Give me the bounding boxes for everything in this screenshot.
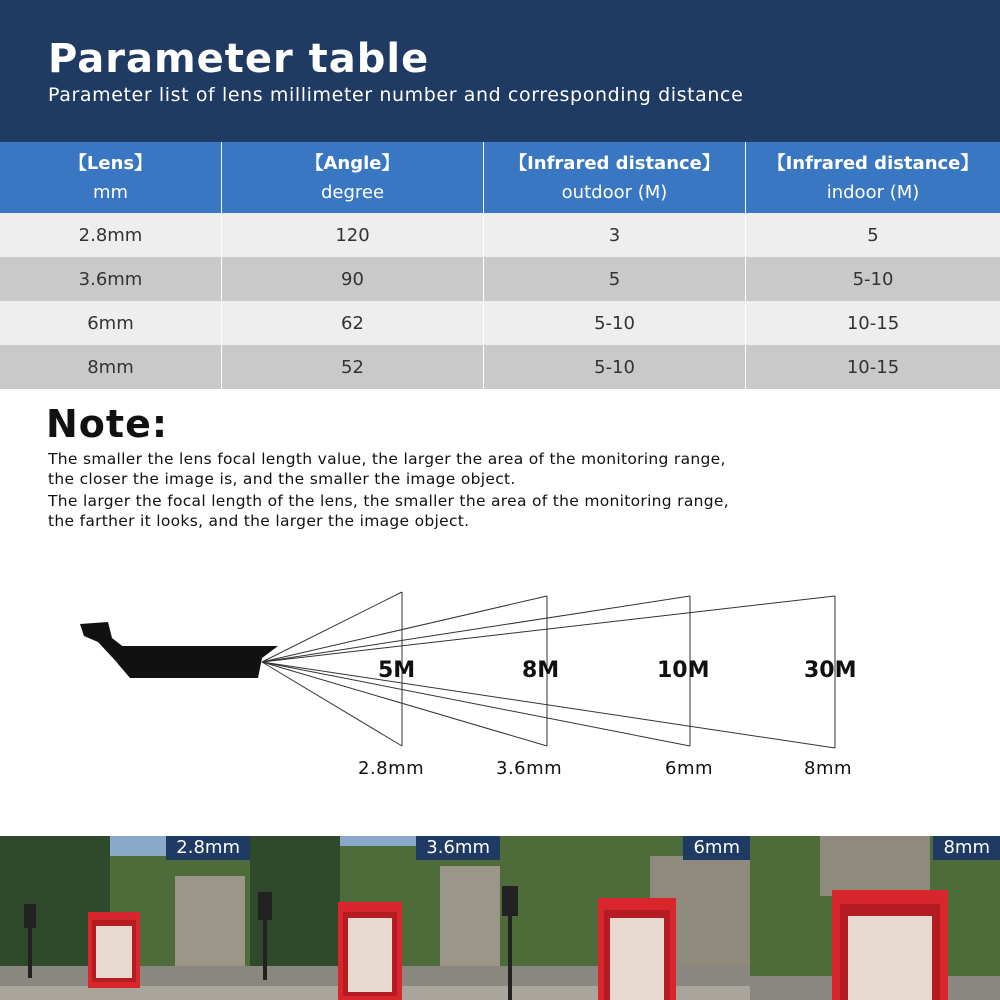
note-line: The larger the focal length of the lens, the smaller the area of the monitoring range, <box>48 492 729 510</box>
photo-3-6mm <box>250 836 500 1000</box>
header-cell-lens: 【Lens】 mm <box>0 142 222 213</box>
table-cell: 5 <box>484 257 746 301</box>
photo-6mm <box>500 836 750 1000</box>
table-cell: 8mm <box>0 345 222 389</box>
table-cell: 5-10 <box>484 345 746 389</box>
table-cell: 3 <box>484 213 746 257</box>
table-cell: 52 <box>222 345 484 389</box>
table-cell: 3.6mm <box>0 257 222 301</box>
table-row <box>0 213 1000 257</box>
note-title: Note: <box>46 402 169 446</box>
table-cell: 10-15 <box>846 356 900 378</box>
lens-label-2-8mm: 2.8mm <box>358 758 425 779</box>
table-cell: 90 <box>222 257 484 301</box>
table-cell: 5-10 <box>484 301 746 345</box>
lens-label-3-6mm: 3.6mm <box>496 758 563 779</box>
table-row <box>0 301 1000 345</box>
field-of-view-diagram <box>0 580 1000 800</box>
camera-icon <box>80 622 278 678</box>
table-cell: 2.8mm <box>0 213 222 257</box>
table-cell: 5 <box>867 224 879 246</box>
table-row <box>0 345 1000 389</box>
table-cell: 10-15 <box>846 312 900 334</box>
photo-8mm <box>750 836 1000 1000</box>
table-header-row <box>0 142 1000 213</box>
street-scene-image <box>0 836 250 1000</box>
table-cell: 120 <box>222 213 484 257</box>
street-scene-image <box>250 836 500 1000</box>
distance-label-10m: 10M <box>657 658 710 683</box>
note-line: the farther it looks, and the larger the image object. <box>48 512 470 530</box>
table-cell: 6mm <box>0 301 222 345</box>
table-cell: 62 <box>222 301 484 345</box>
photo-label: 6mm <box>683 836 750 860</box>
header-banner <box>0 0 1000 142</box>
parameter-table <box>0 142 1000 389</box>
page-title: Parameter table <box>48 36 430 82</box>
note-line: the closer the image is, and the smaller the image object. <box>48 470 516 488</box>
photo-2-8mm <box>0 836 250 1000</box>
distance-label-5m: 5M <box>378 658 416 683</box>
photo-label: 3.6mm <box>416 836 500 860</box>
distance-label-30m: 30M <box>804 658 857 683</box>
table-row <box>0 257 1000 301</box>
lens-label-6mm: 6mm <box>665 758 714 779</box>
distance-label-8m: 8M <box>522 658 560 683</box>
photo-label: 2.8mm <box>166 836 250 860</box>
note-line: The smaller the lens focal length value, the larger the area of the monitoring range, <box>48 450 726 468</box>
header-cell-indoor: 【Infrared distance】 indoor (M) <box>767 152 979 203</box>
table-cell: 5-10 <box>852 268 894 290</box>
header-cell-outdoor: 【Infrared distance】 outdoor (M) <box>484 142 746 213</box>
street-scene-image <box>500 836 750 1000</box>
photo-label: 8mm <box>933 836 1000 860</box>
street-scene-image <box>750 836 1000 1000</box>
lens-comparison-photos <box>0 836 1000 1000</box>
header-cell-angle: 【Angle】 degree <box>222 142 484 213</box>
page-subtitle: Parameter list of lens millimeter number and corresponding distance <box>48 84 744 106</box>
lens-label-8mm: 8mm <box>804 758 853 779</box>
